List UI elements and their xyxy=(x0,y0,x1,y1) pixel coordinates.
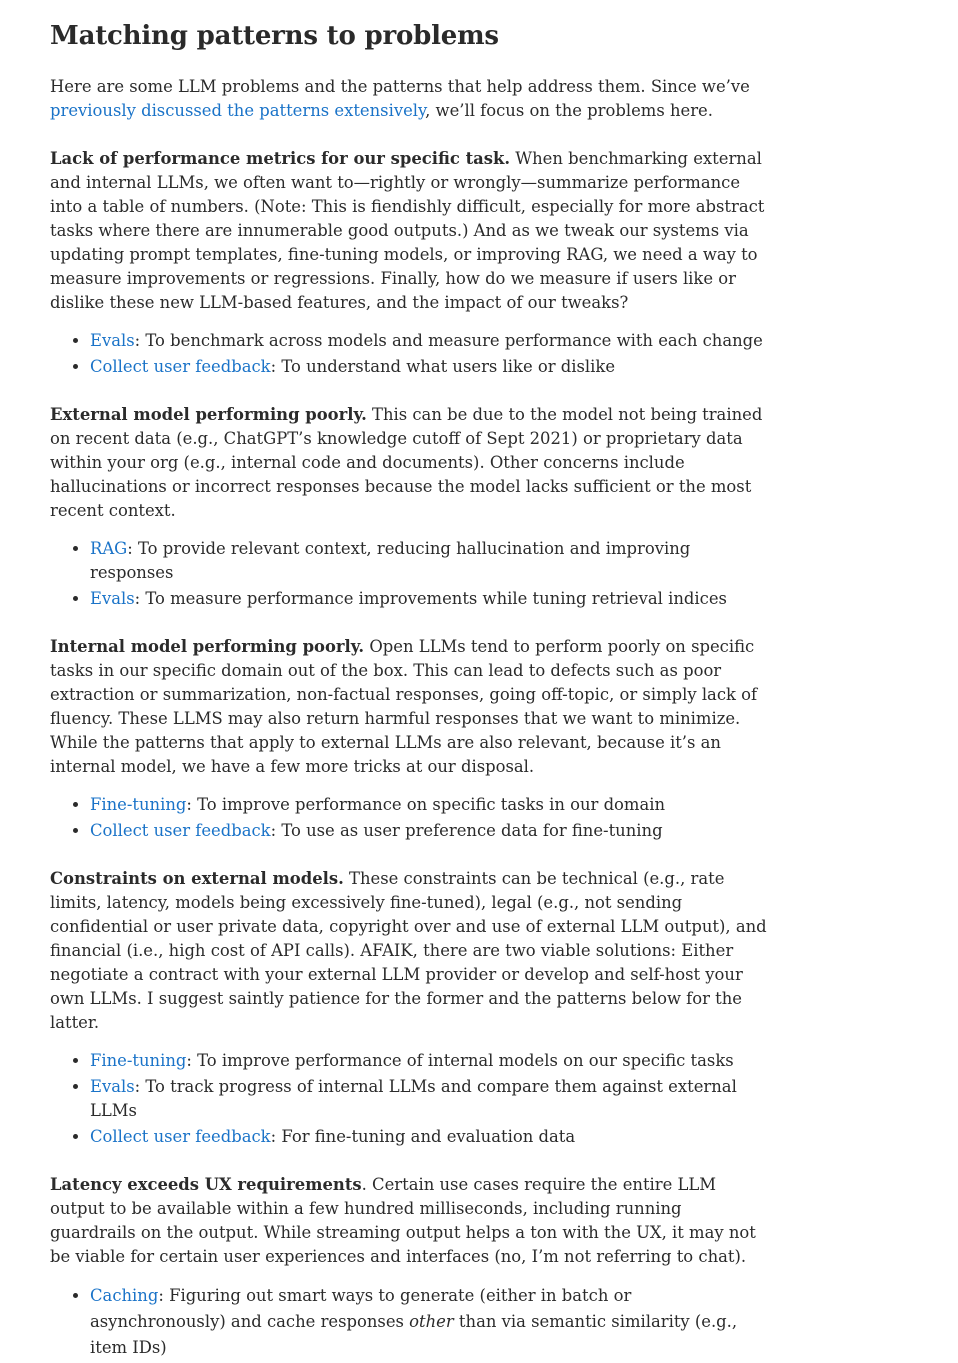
pattern-list xyxy=(50,329,768,379)
list-item xyxy=(90,355,768,379)
pattern-list xyxy=(50,793,768,843)
fine-tuning-link[interactable]: Fine-tuning xyxy=(90,795,187,814)
list-item xyxy=(90,819,768,843)
collect-user-feedback-link[interactable]: Collect user feedback xyxy=(90,1127,271,1146)
list-item-text: : To understand what users like or dislike xyxy=(270,357,616,376)
section-internal-model xyxy=(50,635,768,779)
list-item-text: : To provide relevant context, reducing hallucination and improving responses xyxy=(90,539,691,582)
list-item xyxy=(90,1125,768,1149)
list-item-text: : To track progress of internal LLMs and compare them against external LLMs xyxy=(90,1077,737,1120)
section-title: Lack of performance metrics for our specific task. xyxy=(50,149,511,168)
pattern-list xyxy=(50,1283,768,1361)
list-item xyxy=(90,793,768,817)
list-item xyxy=(90,587,768,611)
list-item-text: : To improve performance of internal models on our specific tasks xyxy=(186,1051,734,1070)
previously-discussed-link[interactable]: previously discussed the patterns extensively xyxy=(50,101,426,120)
list-item xyxy=(90,329,768,353)
evals-link[interactable]: Evals xyxy=(90,589,135,608)
list-item xyxy=(90,1075,768,1123)
evals-link[interactable]: Evals xyxy=(90,1077,135,1096)
list-item-text: : To use as user preference data for fine-tuning xyxy=(270,821,663,840)
section-body: . Certain use cases require the entire LLM output to be available within a few hundred milliseconds, including running guardrails on the output. While streaming output helps a ton with the UX, it may not be viable for certain user experiences and interfaces (no, I’m not referring to chat). xyxy=(50,1175,756,1266)
section-title: Constraints on external models. xyxy=(50,869,344,888)
pattern-list xyxy=(50,1049,768,1149)
collect-user-feedback-link[interactable]: Collect user feedback xyxy=(90,821,271,840)
collect-user-feedback-link[interactable]: Collect user feedback xyxy=(90,357,271,376)
list-item xyxy=(90,537,768,585)
rag-link[interactable]: RAG xyxy=(90,539,128,558)
section-external-constraints xyxy=(50,867,768,1035)
list-item-text: : To measure performance improvements while tuning retrieval indices xyxy=(134,589,727,608)
emphasis-text: other xyxy=(409,1312,454,1331)
fine-tuning-link[interactable]: Fine-tuning xyxy=(90,1051,187,1070)
caching-link[interactable]: Caching xyxy=(90,1286,159,1305)
evals-link[interactable]: Evals xyxy=(90,331,135,350)
list-item xyxy=(90,1049,768,1073)
page-title: Matching patterns to problems xyxy=(50,21,499,51)
list-item-text: : For fine-tuning and evaluation data xyxy=(270,1127,576,1146)
list-item-text: : To benchmark across models and measure performance with each change xyxy=(134,331,763,350)
section-title: External model performing poorly. xyxy=(50,405,367,424)
section-body: This can be due to the model not being trained on recent data (e.g., ChatGPT’s knowledge cutoff of Sept 2021) or proprietary data within your org (e.g., internal code and documents). Other concerns include hallucinations or incorrect responses because the model lacks sufficient or the most recent context. xyxy=(50,405,763,520)
intro-text: Here are some LLM problems and the patterns that help address them. Since we’ve xyxy=(50,77,750,96)
section-body: When benchmarking external and internal LLMs, we often want to—rightly or wrongly—summarize performance into a table of numbers. (Note: This is fiendishly difficult, especially for more abstract tasks where there are innumerable good outputs.) And as we tweak our systems via updating prompt templates, fine-tuning models, or improving RAG, we need a way to measure improvements or regressions. Finally, how do we measure if users like or dislike these new LLM-based features, and the impact of our tweaks? xyxy=(50,149,765,312)
list-item xyxy=(90,1283,768,1361)
section-body: Open LLMs tend to perform poorly on specific tasks in our specific domain out of the box. This can lead to defects such as poor extraction or summarization, non-factual responses, going off-topic, or simply lack of fluency. These LLMS may also return harmful responses that we want to minimize. While the patterns that apply to external LLMs are also relevant, because it’s an internal model, we have a few more tricks at our disposal. xyxy=(50,637,758,776)
section-latency xyxy=(50,1173,768,1269)
list-item-text: : To improve performance on specific tasks in our domain xyxy=(186,795,666,814)
section-external-model xyxy=(50,403,768,523)
list-item-text-end: than via semantic similarity (e.g., item IDs) xyxy=(90,1312,738,1357)
section-performance-metrics xyxy=(50,147,768,315)
article xyxy=(50,0,768,1363)
section-title: Internal model performing poorly. xyxy=(50,637,365,656)
pattern-list xyxy=(50,537,768,611)
section-body: These constraints can be technical (e.g., rate limits, latency, models being excessively fine-tuned), legal (e.g., not sending confidential or user private data, copyright over and use of external LLM output), and financial (i.e., high cost of API calls). AFAIK, there are two viable solutions: Either negotiate a contract with your external LLM provider or develop and self-host your own LLMs. I suggest saintly patience for the former and the patterns below for the latter. xyxy=(50,869,767,1032)
section-title: Latency exceeds UX requirements xyxy=(50,1175,362,1194)
list-item-text: : Figuring out smart ways to generate (either in batch or asynchronously) and cache responses xyxy=(90,1286,632,1331)
intro-paragraph xyxy=(50,75,768,123)
intro-text-end: , we’ll focus on the problems here. xyxy=(425,101,713,120)
